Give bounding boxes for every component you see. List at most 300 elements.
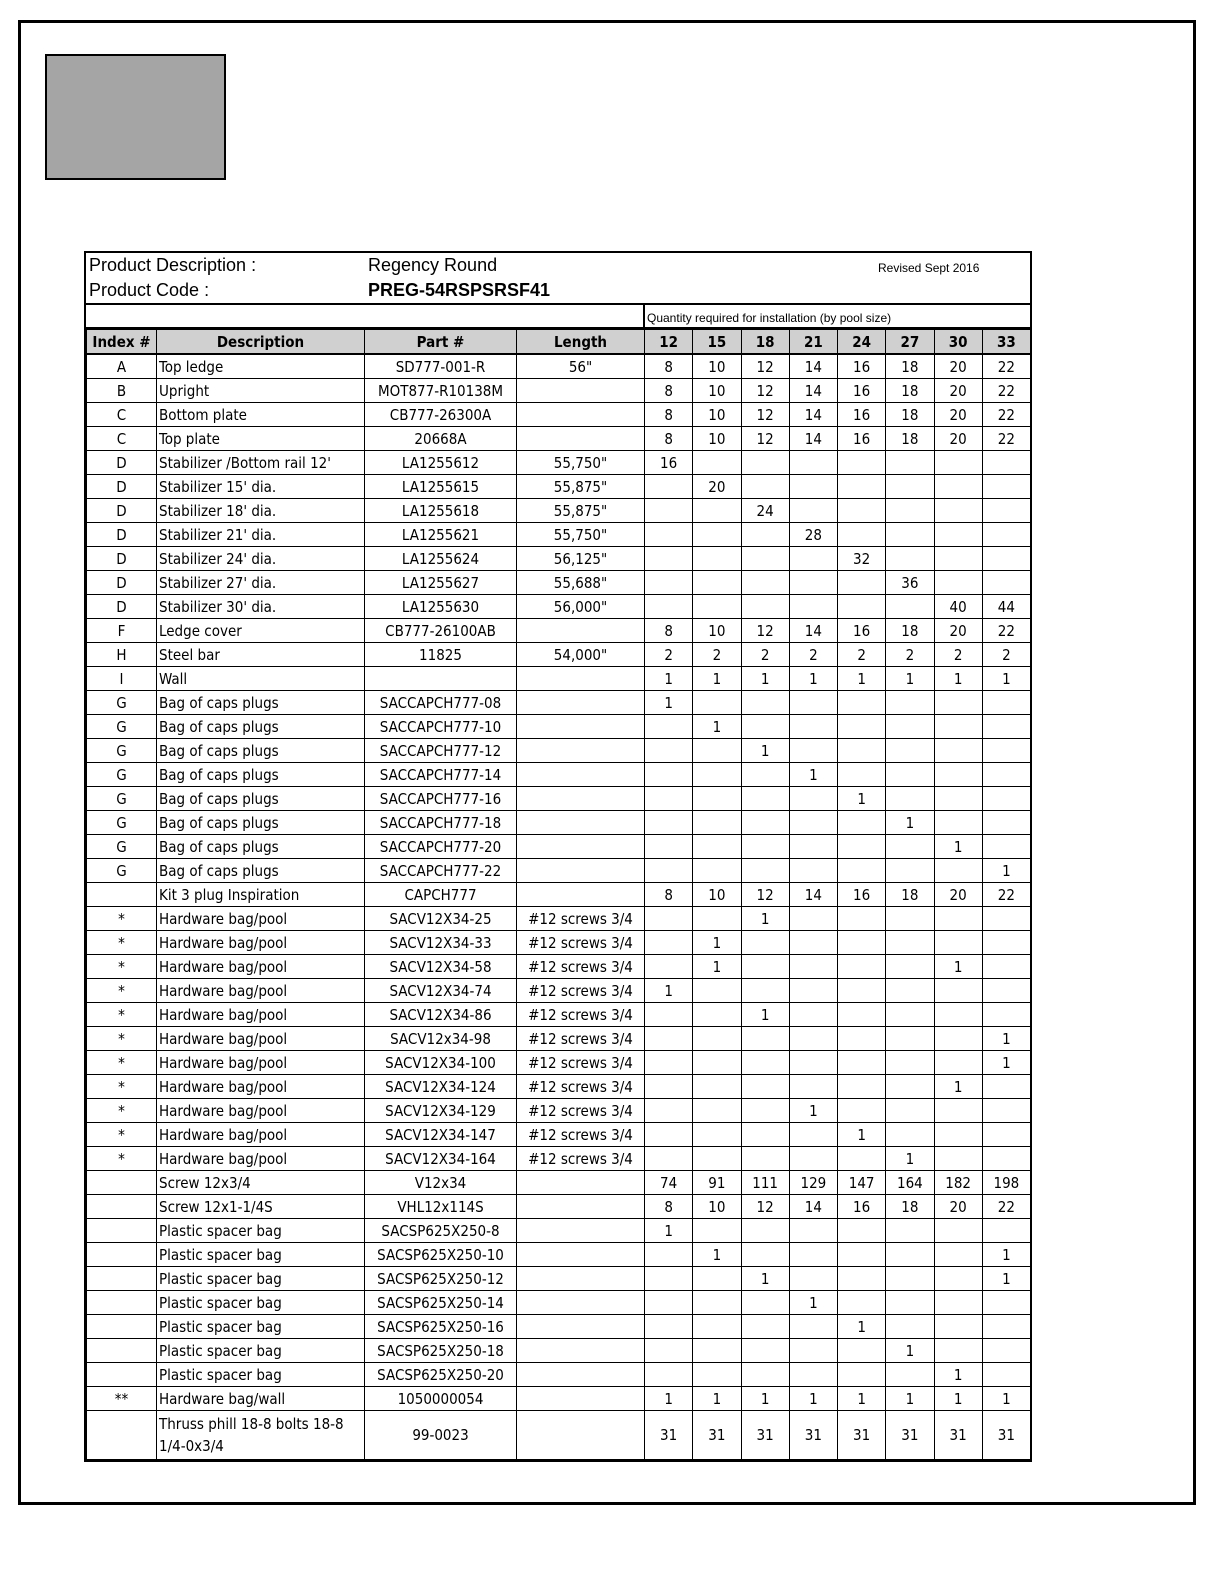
revised-date: Revised Sept 2016 (878, 261, 980, 275)
quantity-cell: 20 (934, 403, 982, 427)
description-cell: Hardware bag/pool (157, 1027, 365, 1051)
length-cell: #12 screws 3/4 (517, 907, 645, 931)
quantity-cell (982, 931, 1030, 955)
quantity-cell (886, 859, 934, 883)
table-row (87, 1123, 1031, 1147)
quantity-cell: 1 (886, 667, 934, 691)
part-number-cell: SACCAPCH777-20 (365, 835, 517, 859)
quantity-cell (982, 1075, 1030, 1099)
length-cell: 54,000" (517, 643, 645, 667)
part-number-cell: 11825 (365, 643, 517, 667)
table-row (87, 979, 1031, 1003)
quantity-cell: 182 (934, 1171, 982, 1195)
part-number-cell: CB777-26100AB (365, 619, 517, 643)
quantity-cell (789, 547, 837, 571)
quantity-cell (886, 907, 934, 931)
quantity-cell (741, 1363, 789, 1387)
quantity-cell (838, 1051, 886, 1075)
quantity-cell (838, 691, 886, 715)
quantity-cell: 1 (838, 1387, 886, 1411)
part-number-cell: SACV12X34-129 (365, 1099, 517, 1123)
quantity-cell (838, 907, 886, 931)
quantity-cell (741, 787, 789, 811)
quantity-cell: 18 (886, 354, 934, 379)
quantity-cell: 1 (886, 1339, 934, 1363)
part-number-cell: LA1255624 (365, 547, 517, 571)
part-number-cell: LA1255630 (365, 595, 517, 619)
quantity-cell (693, 1339, 741, 1363)
quantity-cell (693, 739, 741, 763)
index-cell (87, 1195, 157, 1219)
quantity-cell (934, 787, 982, 811)
quantity-cell (886, 931, 934, 955)
index-cell: G (87, 859, 157, 883)
quantity-cell (645, 1267, 693, 1291)
description-cell: Hardware bag/pool (157, 1075, 365, 1099)
quantity-cell: 1 (886, 811, 934, 835)
quantity-cell (886, 1003, 934, 1027)
quantity-cell (982, 1315, 1030, 1339)
index-cell: C (87, 427, 157, 451)
length-cell: 55,875" (517, 499, 645, 523)
quantity-cell (741, 1123, 789, 1147)
part-number-cell: V12x34 (365, 1171, 517, 1195)
quantity-cell: 40 (934, 595, 982, 619)
description-cell: Upright (157, 379, 365, 403)
index-cell (87, 1411, 157, 1460)
table-row (87, 1027, 1031, 1051)
description-cell: Plastic spacer bag (157, 1363, 365, 1387)
length-cell: 55,875" (517, 475, 645, 499)
quantity-cell (886, 499, 934, 523)
column-header: 15 (693, 330, 741, 355)
table-row (87, 667, 1031, 691)
quantity-cell: 16 (645, 451, 693, 475)
table-row (87, 1243, 1031, 1267)
quantity-cell (693, 907, 741, 931)
index-cell (87, 1171, 157, 1195)
quantity-cell: 12 (741, 403, 789, 427)
quantity-cell: 16 (838, 883, 886, 907)
quantity-cell (741, 1339, 789, 1363)
quantity-cell (789, 499, 837, 523)
table-row (87, 451, 1031, 475)
description-cell: Wall (157, 667, 365, 691)
quantity-cell: 16 (838, 403, 886, 427)
quantity-cell (838, 1219, 886, 1243)
quantity-cell: 1 (693, 715, 741, 739)
length-cell (517, 811, 645, 835)
quantity-cell: 1 (982, 1051, 1030, 1075)
quantity-cell (838, 499, 886, 523)
quantity-cell (886, 835, 934, 859)
part-number-cell: SACV12X34-25 (365, 907, 517, 931)
quantity-cell: 8 (645, 354, 693, 379)
index-cell (87, 1315, 157, 1339)
description-cell: Stabilizer 30' dia. (157, 595, 365, 619)
quantity-cell (741, 955, 789, 979)
length-cell (517, 691, 645, 715)
table-row (87, 1411, 1031, 1460)
description-cell: Hardware bag/pool (157, 1147, 365, 1171)
quantity-cell: 1 (982, 1267, 1030, 1291)
quantity-cell (982, 1099, 1030, 1123)
quantity-cell: 18 (886, 403, 934, 427)
quantity-cell: 164 (886, 1171, 934, 1195)
quantity-cell: 14 (789, 883, 837, 907)
quantity-cell (934, 811, 982, 835)
part-number-cell: SACCAPCH777-18 (365, 811, 517, 835)
quantity-cell: 2 (741, 643, 789, 667)
description-cell: Hardware bag/pool (157, 1099, 365, 1123)
quantity-cell (886, 451, 934, 475)
quantity-cell (789, 811, 837, 835)
description-cell: Bag of caps plugs (157, 859, 365, 883)
quantity-cell (693, 451, 741, 475)
quantity-cell: 28 (789, 523, 837, 547)
quantity-cell (645, 1243, 693, 1267)
column-header: 30 (934, 330, 982, 355)
table-row (87, 379, 1031, 403)
quantity-cell (741, 595, 789, 619)
quantity-cell: 1 (645, 691, 693, 715)
index-cell: G (87, 787, 157, 811)
quantity-cell (934, 931, 982, 955)
quantity-cell (982, 1291, 1030, 1315)
quantity-cell: 1 (741, 907, 789, 931)
quantity-cell (789, 1339, 837, 1363)
quantity-cell: 18 (886, 1195, 934, 1219)
quantity-cell (886, 979, 934, 1003)
quantity-cell (982, 499, 1030, 523)
quantity-cell: 10 (693, 883, 741, 907)
table-row (87, 955, 1031, 979)
part-number-cell: SACCAPCH777-12 (365, 739, 517, 763)
quantity-cell (982, 907, 1030, 931)
length-cell (517, 835, 645, 859)
index-cell (87, 1243, 157, 1267)
part-number-cell: LA1255618 (365, 499, 517, 523)
quantity-cell (693, 691, 741, 715)
length-cell (517, 763, 645, 787)
quantity-cell (886, 1315, 934, 1339)
quantity-cell (645, 547, 693, 571)
part-number-cell: SACSP625X250-18 (365, 1339, 517, 1363)
description-cell: Top ledge (157, 354, 365, 379)
quantity-cell (886, 1075, 934, 1099)
quantity-cell: 10 (693, 403, 741, 427)
quantity-cell: 1 (934, 667, 982, 691)
quantity-cell (693, 1363, 741, 1387)
part-number-cell: SACV12X34-86 (365, 1003, 517, 1027)
product-code-value: PREG-54RSPSRSF41 (368, 280, 551, 300)
index-cell (87, 1363, 157, 1387)
table-row (87, 571, 1031, 595)
quantity-cell: 18 (886, 427, 934, 451)
quantity-cell: 14 (789, 354, 837, 379)
column-header: Part # (365, 330, 517, 355)
quantity-cell (645, 907, 693, 931)
column-header: 18 (741, 330, 789, 355)
description-cell: Plastic spacer bag (157, 1339, 365, 1363)
quantity-cell (645, 859, 693, 883)
index-cell: G (87, 691, 157, 715)
quantity-cell (693, 1027, 741, 1051)
quantity-cell: 1 (982, 667, 1030, 691)
quantity-cell (934, 523, 982, 547)
quantity-cell: 20 (934, 354, 982, 379)
quantity-cell: 74 (645, 1171, 693, 1195)
length-cell: #12 screws 3/4 (517, 979, 645, 1003)
quantity-cell (789, 979, 837, 1003)
index-cell (87, 1219, 157, 1243)
quantity-cell (645, 1027, 693, 1051)
quantity-cell (741, 475, 789, 499)
quantity-cell: 1 (838, 1123, 886, 1147)
quantity-cell: 198 (982, 1171, 1030, 1195)
quantity-cell: 1 (741, 739, 789, 763)
quantity-cell (693, 571, 741, 595)
quantity-cell (789, 859, 837, 883)
index-cell: * (87, 1051, 157, 1075)
quantity-cell (645, 595, 693, 619)
quantity-cell (838, 715, 886, 739)
description-cell: Hardware bag/pool (157, 979, 365, 1003)
quantity-cell (741, 931, 789, 955)
length-cell: #12 screws 3/4 (517, 1003, 645, 1027)
quantity-cell: 1 (934, 1387, 982, 1411)
part-number-cell: SACCAPCH777-08 (365, 691, 517, 715)
table-row (87, 1075, 1031, 1099)
quantity-cell (982, 691, 1030, 715)
parts-table (86, 329, 1031, 1460)
quantity-cell (934, 499, 982, 523)
quantity-cell: 22 (982, 379, 1030, 403)
description-cell: Stabilizer 27' dia. (157, 571, 365, 595)
description-cell: Bag of caps plugs (157, 787, 365, 811)
quantity-cell (789, 1027, 837, 1051)
quantity-cell: 91 (693, 1171, 741, 1195)
quantity-cell (838, 931, 886, 955)
quantity-cell: 12 (741, 427, 789, 451)
description-cell: Hardware bag/pool (157, 931, 365, 955)
quantity-cell (982, 1339, 1030, 1363)
quantity-cell (693, 1075, 741, 1099)
index-cell: * (87, 1099, 157, 1123)
quantity-cell (886, 1363, 934, 1387)
description-cell: Bag of caps plugs (157, 691, 365, 715)
quantity-cell (982, 1123, 1030, 1147)
quantity-cell (886, 787, 934, 811)
quantity-cell: 31 (838, 1411, 886, 1460)
quantity-cell (838, 595, 886, 619)
quantity-cell (886, 1051, 934, 1075)
length-cell (517, 403, 645, 427)
quantity-cell (934, 1243, 982, 1267)
quantity-cell (789, 715, 837, 739)
index-cell: D (87, 547, 157, 571)
length-cell (517, 1411, 645, 1460)
quantity-cell: 1 (645, 667, 693, 691)
part-number-cell: SACCAPCH777-10 (365, 715, 517, 739)
description-cell: Screw 12x1-1/4S (157, 1195, 365, 1219)
table-row (87, 523, 1031, 547)
quantity-cell: 1 (693, 1243, 741, 1267)
index-cell (87, 1267, 157, 1291)
quantity-cell: 1 (934, 835, 982, 859)
description-cell: Hardware bag/pool (157, 1003, 365, 1027)
quantity-cell (982, 547, 1030, 571)
index-cell: * (87, 907, 157, 931)
quantity-cell (645, 835, 693, 859)
index-cell: ** (87, 1387, 157, 1411)
quantity-cell (838, 1243, 886, 1267)
quantity-cell (741, 1291, 789, 1315)
table-row (87, 643, 1031, 667)
column-header: Description (157, 330, 365, 355)
table-row (87, 1099, 1031, 1123)
description-cell: Thruss phill 18-8 bolts 18-8 1/4-0x3/4 (157, 1411, 365, 1460)
quantity-cell: 1 (838, 667, 886, 691)
table-row (87, 475, 1031, 499)
quantity-cell: 1 (982, 1243, 1030, 1267)
index-cell: * (87, 955, 157, 979)
index-cell: D (87, 571, 157, 595)
quantity-cell (645, 739, 693, 763)
part-number-cell: SACSP625X250-16 (365, 1315, 517, 1339)
quantity-cell (886, 1219, 934, 1243)
quantity-cell: 1 (693, 931, 741, 955)
quantity-cell (886, 523, 934, 547)
table-row (87, 691, 1031, 715)
table-row (87, 859, 1031, 883)
column-header: 33 (982, 330, 1030, 355)
column-header: Index # (87, 330, 157, 355)
quantity-cell: 31 (645, 1411, 693, 1460)
table-row (87, 427, 1031, 451)
quantity-cell (838, 763, 886, 787)
table-row (87, 787, 1031, 811)
quantity-cell (838, 739, 886, 763)
quantity-cell (838, 979, 886, 1003)
quantity-cell (838, 571, 886, 595)
quantity-cell (741, 571, 789, 595)
quantity-cell: 10 (693, 1195, 741, 1219)
table-row (87, 1003, 1031, 1027)
length-cell (517, 619, 645, 643)
quantity-cell (886, 739, 934, 763)
quantity-cell (934, 979, 982, 1003)
index-cell (87, 883, 157, 907)
length-cell: #12 screws 3/4 (517, 1123, 645, 1147)
index-cell: * (87, 931, 157, 955)
quantity-cell: 1 (838, 787, 886, 811)
quantity-cell (838, 1027, 886, 1051)
product-description-label: Product Description : (89, 255, 257, 275)
quantity-cell: 31 (741, 1411, 789, 1460)
length-cell (517, 1195, 645, 1219)
quantity-cell (693, 835, 741, 859)
quantity-cell (934, 475, 982, 499)
quantity-cell (693, 1099, 741, 1123)
quantity-cell (982, 1219, 1030, 1243)
quantity-cell (645, 1099, 693, 1123)
quantity-caption: Quantity required for installation (by pool size) (647, 311, 892, 325)
quantity-cell (693, 1267, 741, 1291)
table-row (87, 715, 1031, 739)
quantity-cell: 14 (789, 379, 837, 403)
quantity-cell (645, 1003, 693, 1027)
quantity-cell (741, 451, 789, 475)
quantity-cell: 2 (982, 643, 1030, 667)
description-cell: Stabilizer 18' dia. (157, 499, 365, 523)
quantity-cell (741, 523, 789, 547)
index-cell: * (87, 979, 157, 1003)
length-cell (517, 667, 645, 691)
quantity-cell: 12 (741, 1195, 789, 1219)
quantity-cell (982, 523, 1030, 547)
quantity-cell (693, 1003, 741, 1027)
quantity-cell: 44 (982, 595, 1030, 619)
quantity-cell: 22 (982, 619, 1030, 643)
table-row (87, 1051, 1031, 1075)
length-cell (517, 1267, 645, 1291)
quantity-cell (645, 1051, 693, 1075)
length-cell (517, 1387, 645, 1411)
description-cell: Screw 12x3/4 (157, 1171, 365, 1195)
quantity-cell (982, 1003, 1030, 1027)
description-cell: Plastic spacer bag (157, 1267, 365, 1291)
length-cell: #12 screws 3/4 (517, 931, 645, 955)
quantity-cell: 1 (741, 667, 789, 691)
table-row (87, 1291, 1031, 1315)
part-number-cell: SACV12X34-124 (365, 1075, 517, 1099)
length-cell (517, 1291, 645, 1315)
length-cell: #12 screws 3/4 (517, 1147, 645, 1171)
length-cell (517, 1219, 645, 1243)
table-row (87, 1267, 1031, 1291)
quantity-cell: 31 (693, 1411, 741, 1460)
quantity-cell: 1 (982, 1387, 1030, 1411)
index-cell (87, 1291, 157, 1315)
quantity-cell (886, 1027, 934, 1051)
part-number-cell: SACV12X34-147 (365, 1123, 517, 1147)
parts-sheet (84, 251, 1032, 1462)
quantity-cell (741, 979, 789, 1003)
index-cell: * (87, 1027, 157, 1051)
quantity-cell (886, 715, 934, 739)
quantity-cell (789, 739, 837, 763)
part-number-cell: SACSP625X250-8 (365, 1219, 517, 1243)
quantity-cell (645, 1291, 693, 1315)
quantity-cell (838, 1003, 886, 1027)
quantity-cell (645, 475, 693, 499)
index-cell: G (87, 715, 157, 739)
length-cell (517, 1171, 645, 1195)
part-number-cell: SACSP625X250-20 (365, 1363, 517, 1387)
quantity-cell: 1 (789, 763, 837, 787)
description-cell: Hardware bag/pool (157, 955, 365, 979)
quantity-cell (789, 1219, 837, 1243)
part-number-cell: SACSP625X250-12 (365, 1267, 517, 1291)
index-cell: * (87, 1123, 157, 1147)
quantity-cell: 18 (886, 619, 934, 643)
quantity-cell (982, 763, 1030, 787)
quantity-cell: 12 (741, 883, 789, 907)
quantity-cell (645, 1123, 693, 1147)
quantity-cell (934, 1291, 982, 1315)
length-cell: 55,750" (517, 451, 645, 475)
